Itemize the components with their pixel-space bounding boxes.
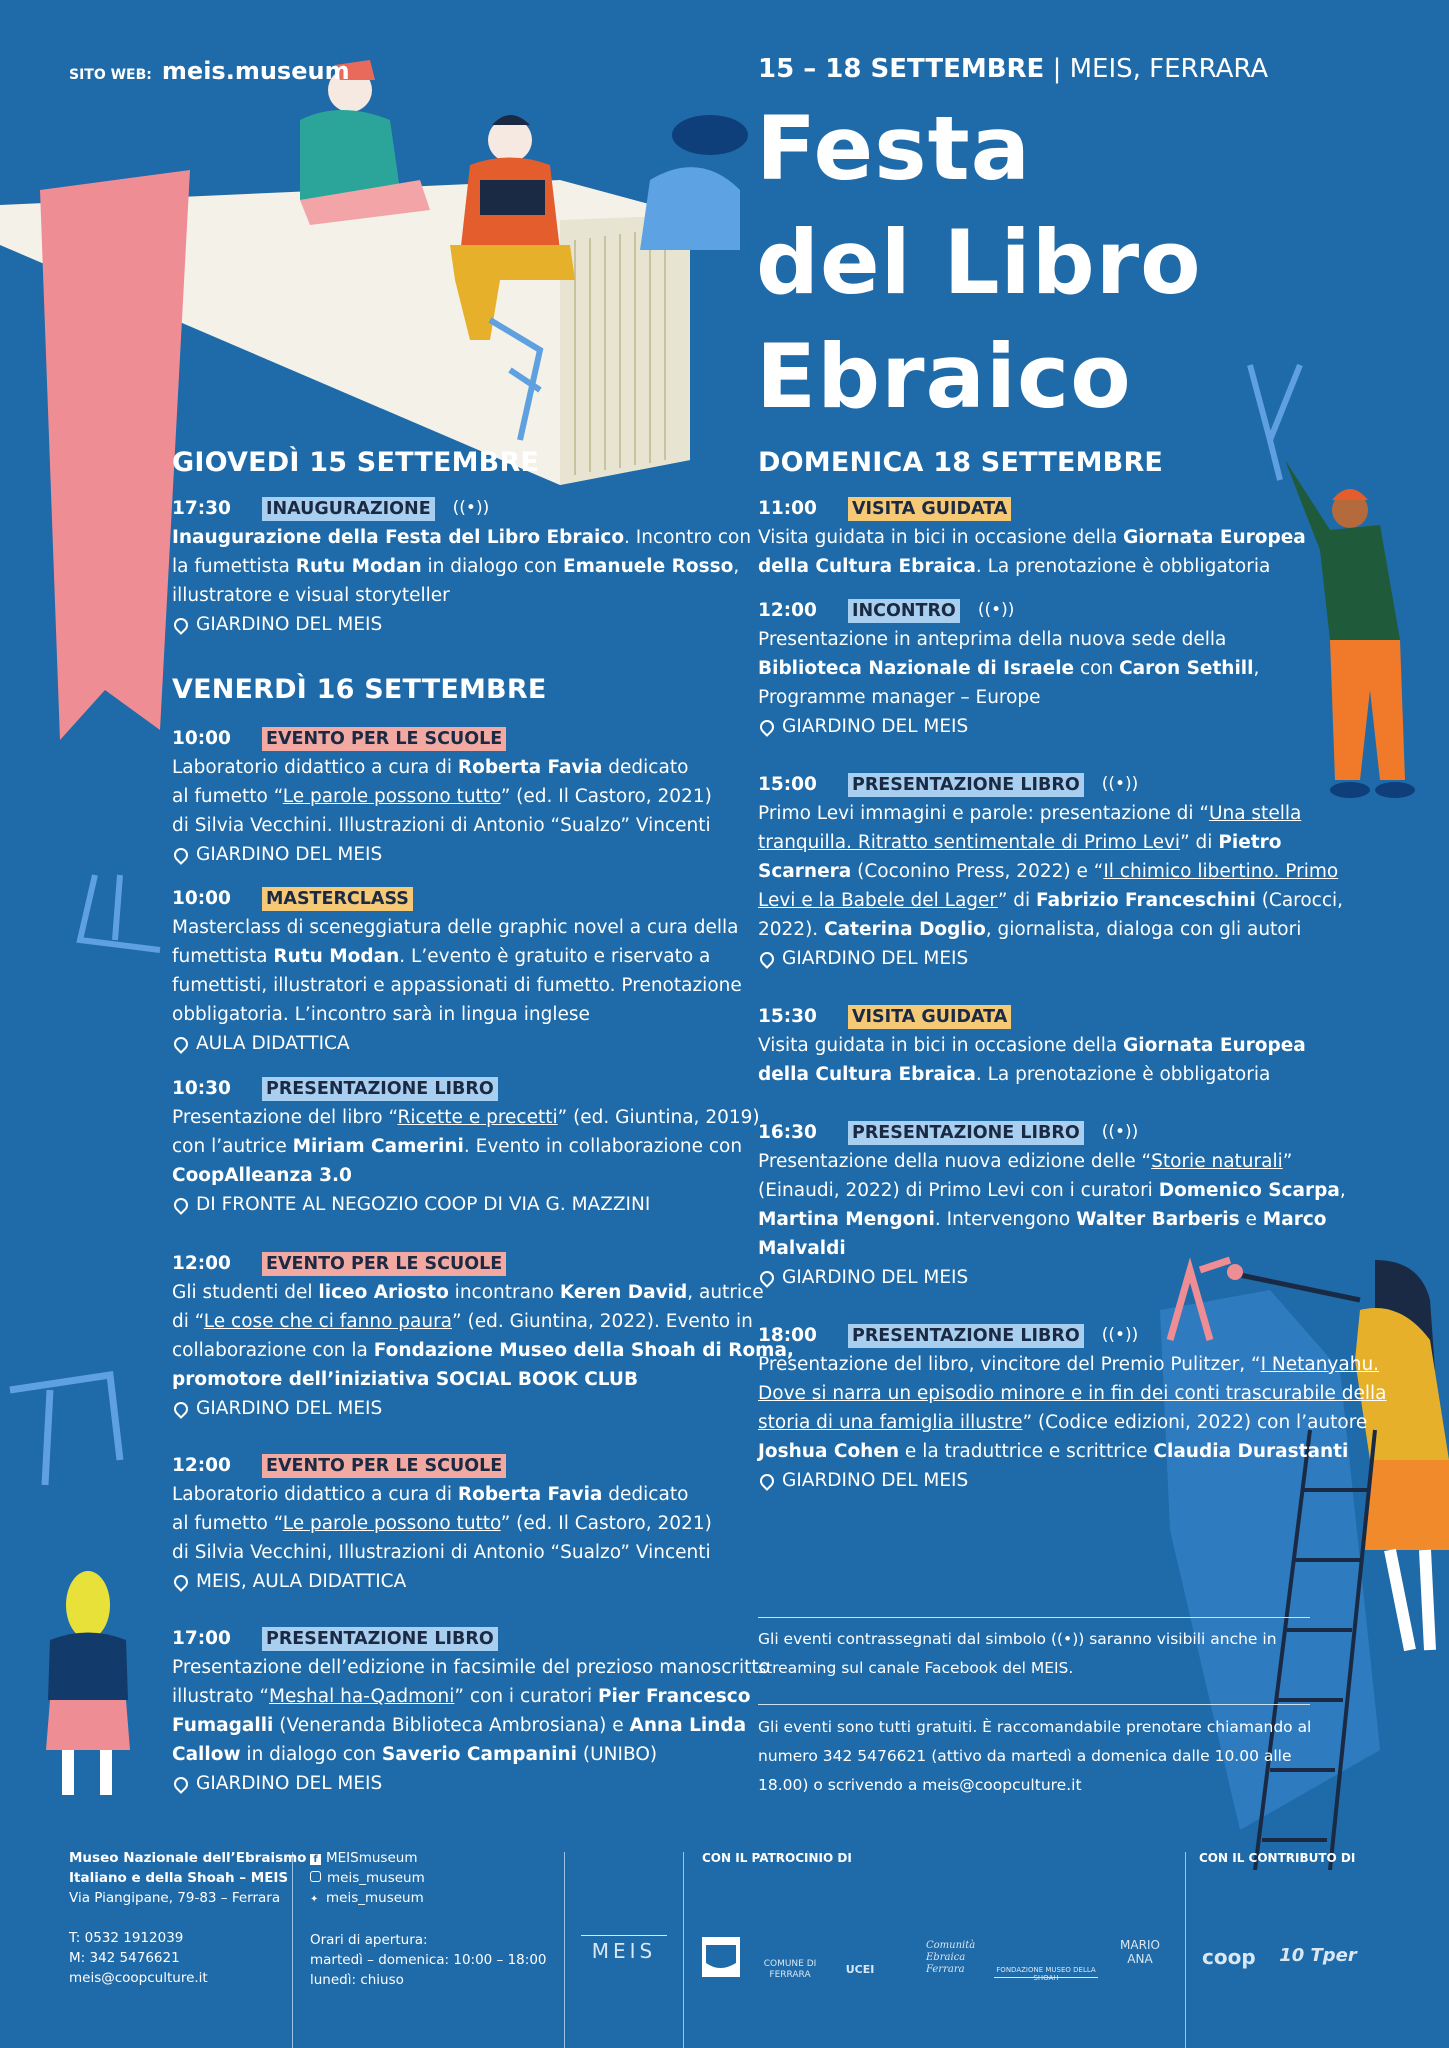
event-fri-1000-masterclass: 10:00 MASTERCLASS Masterclass di sceneggiatura delle graphic novel a cura della fumettista Rutu Modan. L’evento è gratuito e riservato a fumettisti, illustratori e appassionati di fumetto. Prenotazione obbligatoria. L’incontro sarà in lingua inglese AULA DIDATTICA [172,884,742,1058]
event-sun-1530: 15:30 VISITA GUIDATA Visita guidata in bici in occasione della Giornata Europea della Cultura Ebraica. La prenotazione è obbligatoria [758,1002,1306,1089]
location-pin-icon [171,615,191,635]
tper-logo: 10 Tper [1279,1945,1357,1966]
museum-phone: T: 0532 1912039 [69,1930,184,1946]
title-line-1: Festa [756,97,1032,200]
comunita-ebraica-logo: Comunità Ebraica Ferrara [926,1940,976,1975]
booking-note: Gli eventi sono tutti gratuiti. È raccomandabile prenotare chiamando al numero 342 5476621 (attivo da martedì a domenica dalle 10.00 alle 18.00) o scrivendo a meis@coopculture.it [758,1718,1312,1794]
instagram-link[interactable]: meis_museum [327,1870,425,1886]
location-pin-icon [757,1268,777,1288]
event-location: AULA DIDATTICA [196,1033,350,1054]
event-badge: EVENTO PER LE SCUOLE [262,727,506,751]
streaming-note: Gli eventi contrassegnati dal simbolo ((•)) saranno visibili anche in streaming sul canale Facebook del MEIS. [758,1630,1277,1677]
instagram-icon [310,1871,321,1882]
social-links [310,1848,547,1990]
event-sun-1800: 18:00 PRESENTAZIONE LIBRO ((•)) Presentazione del libro, vincitore del Premio Pulitzer, “I Netanyahu. Dove si narra un episodio minore e in fin dei conti trascurabile della storia di una famiglia illustre” (Codice edizioni, 2022) con l’autore Joshua Cohen e la traduttrice e scrittrice Claudia Durastanti GIARDINO DEL MEIS [758,1321,1387,1495]
event-sun-1500: 15:00 PRESENTAZIONE LIBRO ((•)) Primo Levi immagini e parole: presentazione di “Una stella tranquilla. Ritratto sentimentale di Primo Levi” di Pietro Scarnera (Coconino Press, 2022) e “Il chimico libertino. Primo Levi e la Babele del Lager” di Fabrizio Franceschini (Carocci, 2022). Caterina Doglio, giornalista, dialoga con gli autori GIARDINO DEL MEIS [758,770,1343,973]
event-location: GIARDINO DEL MEIS [782,1267,969,1288]
location-pin-icon [757,949,777,969]
day-heading-friday: VENERDÌ 16 SETTEMBRE [172,674,547,705]
event-badge: PRESENTAZIONE LIBRO [848,773,1084,797]
event-badge: PRESENTAZIONE LIBRO [848,1121,1084,1145]
dates-separator: | [1052,54,1062,84]
event-fri-1200-laboratorio: 12:00 EVENTO PER LE SCUOLE Laboratorio didattico a cura di Roberta Favia dedicato al fumetto “Le parole possono tutto” (ed. Il Castoro, 2021) di Silvia Vecchini, Illustrazioni di Antonio “Sualzo” Vincenti MEIS, AULA DIDATTICA [172,1451,712,1596]
opening-hours-monday: lunedì: chiuso [310,1972,404,1988]
streaming-icon: ((•)) [1101,774,1139,794]
event-fri-1700: 17:00 PRESENTAZIONE LIBRO Presentazione dell’edizione in facsimile del prezioso manoscritto illustrato “Meshal ha-Qadmoni” con i curatori Pier Francesco Fumagalli (Veneranda Biblioteca Ambrosiana) e Anna Linda Callow in dialogo con Saverio Campanini (UNIBO) GIARDINO DEL MEIS [172,1624,770,1798]
mario-logo: MARIO ANA [1120,1938,1160,1966]
event-time: 11:00 [758,498,817,519]
patronage-label: CON IL PATROCINIO DI [702,1851,852,1865]
event-location: GIARDINO DEL MEIS [196,614,383,635]
page-title [756,92,1202,434]
region-logo [702,1937,740,1977]
event-sun-1200: 12:00 INCONTRO ((•)) Presentazione in anteprima della nuova sede della Biblioteca Nazionale di Israele con Caron Sethill, Programme manager – Europe GIARDINO DEL MEIS [758,596,1259,741]
event-location: GIARDINO DEL MEIS [196,844,383,865]
notes-divider [758,1704,1310,1705]
footer-divider [1185,1852,1186,2048]
event-badge: INCONTRO [848,599,960,623]
opening-hours-week: martedì – domenica: 10:00 – 18:00 [310,1952,547,1968]
museum-contacts [69,1848,306,1988]
meis-logo: MEIS [581,1935,667,1985]
event-badge: PRESENTAZIONE LIBRO [262,1077,498,1101]
location-pin-icon [171,845,191,865]
location-pin-icon [171,1034,191,1054]
event-place: MEIS, FERRARA [1069,54,1269,84]
event-time: 15:30 [758,1006,817,1027]
museum-address: Via Piangipane, 79-83 – Ferrara [69,1890,281,1906]
streaming-icon: ((•)) [977,600,1015,620]
event-time: 18:00 [758,1325,817,1346]
twitter-icon: ✦ [310,1894,319,1905]
location-pin-icon [757,1471,777,1491]
event-time: 15:00 [758,774,817,795]
event-dates: 15 – 18 SETTEMBRE [758,54,1045,84]
ucei-logo: UCEI [845,1963,875,1976]
event-badge: INAUGURAZIONE [262,497,435,521]
event-time: 16:30 [758,1122,817,1143]
footer-divider [683,1852,684,2048]
coop-logo: coop [1202,1945,1256,1969]
event-sun-1100: 11:00 VISITA GUIDATA Visita guidata in bici in occasione della Giornata Europea della Cultura Ebraica. La prenotazione è obbligatoria [758,494,1306,581]
footer-divider [564,1852,565,2048]
location-pin-icon [757,717,777,737]
child-illustration [40,1570,140,1810]
hebrew-letter-decoration [0,1370,130,1500]
event-location: GIARDINO DEL MEIS [782,716,969,737]
event-location: GIARDINO DEL MEIS [196,1773,383,1794]
event-time: 10:00 [172,888,231,909]
event-badge: EVENTO PER LE SCUOLE [262,1252,506,1276]
museum-name-2: Italiano e della Shoah – MEIS [69,1870,289,1886]
day-heading-thursday: GIOVEDÌ 15 SETTEMBRE [172,447,540,478]
location-pin-icon [171,1774,191,1794]
facebook-icon: f [310,1854,321,1865]
event-badge: EVENTO PER LE SCUOLE [262,1454,506,1478]
event-location: MEIS, AULA DIDATTICA [196,1571,407,1592]
streaming-icon: ((•)) [452,498,490,518]
day-heading-sunday: DOMENICA 18 SETTEMBRE [758,447,1164,478]
location-pin-icon [171,1572,191,1592]
notes-divider [758,1617,1310,1618]
hebrew-letter-decoration [70,860,180,970]
event-time: 10:30 [172,1078,231,1099]
event-fri-1030: 10:30 PRESENTAZIONE LIBRO Presentazione del libro “Ricette e precetti” (ed. Giuntina, 2019) con l’autrice Miriam Camerini. Evento in collaborazione con CoopAlleanza 3.0 DI FRONTE AL NEGOZIO COOP DI VIA G. MAZZINI [172,1074,760,1219]
event-badge: VISITA GUIDATA [848,497,1011,521]
fondazione-shoah-logo: FONDAZIONE MUSEO DELLA SHOAH [994,1940,1098,1978]
location-pin-icon [171,1399,191,1419]
event-location: GIARDINO DEL MEIS [782,1470,969,1491]
event-badge: PRESENTAZIONE LIBRO [848,1324,1084,1348]
location-pin-icon [171,1195,191,1215]
website-label-row [69,57,350,85]
event-location: DI FRONTE AL NEGOZIO COOP DI VIA G. MAZZINI [196,1194,651,1215]
twitter-link[interactable]: meis_museum [326,1890,424,1906]
title-line-3: Ebraico [756,325,1132,428]
event-time: 10:00 [172,728,231,749]
comune-ferrara-logo: COMUNE DI FERRARA [763,1959,817,1980]
event-time: 12:00 [758,600,817,621]
event-fri-1000-scuole: 10:00 EVENTO PER LE SCUOLE Laboratorio didattico a cura di Roberta Favia dedicato al fumetto “Le parole possono tutto” (ed. Il Castoro, 2021) di Silvia Vecchini. Illustrazioni di Antonio “Sualzo” Vincenti GIARDINO DEL MEIS [172,724,712,869]
streaming-icon: ((•)) [1101,1122,1139,1142]
event-time: 17:30 [172,498,231,519]
facebook-link[interactable]: MEISmuseum [326,1850,418,1866]
museum-email[interactable]: meis@coopculture.it [69,1970,208,1986]
website-label: SITO WEB: [69,67,152,83]
event-dates-place [758,54,1268,84]
event-badge: MASTERCLASS [262,887,413,911]
website-url[interactable]: meis.museum [161,57,350,85]
event-location: GIARDINO DEL MEIS [782,948,969,969]
museum-mobile: M: 342 5476621 [69,1950,180,1966]
event-location: GIARDINO DEL MEIS [196,1398,383,1419]
book-illustration [0,40,760,760]
event-time: 12:00 [172,1455,231,1476]
event-badge: VISITA GUIDATA [848,1005,1011,1029]
event-time: 12:00 [172,1253,231,1274]
event-time: 17:00 [172,1628,231,1649]
event-fri-1200-liceo: 12:00 EVENTO PER LE SCUOLE Gli studenti del liceo Ariosto incontrano Keren David, autrice di “Le cose che ci fanno paura” (ed. Giuntina, 2022). Evento in collaborazione con la Fondazione Museo della Shoah di Roma, promotore dell’iniziativa SOCIAL BOOK CLUB GIARDINO DEL MEIS [172,1249,794,1423]
person-writing-illustration [1220,360,1449,820]
opening-hours-label: Orari di apertura: [310,1932,428,1948]
event-sun-1630: 16:30 PRESENTAZIONE LIBRO ((•)) Presentazione della nuova edizione delle “Storie naturali” (Einaudi, 2022) di Primo Levi con i curatori Domenico Scarpa, Martina Mengoni. Intervengono Walter Barberis e Marco Malvaldi GIARDINO DEL MEIS [758,1118,1346,1292]
title-line-2: del Libro [756,211,1202,314]
event-thu-1730: 17:30 INAUGURAZIONE ((•)) Inaugurazione della Festa del Libro Ebraico. Incontro con la fumettista Rutu Modan in dialogo con Emanuele Rosso, illustratore e visual storyteller GIARDINO DEL MEIS [172,494,751,639]
museum-name-1: Museo Nazionale dell’Ebraismo [69,1850,307,1866]
streaming-icon: ((•)) [1101,1325,1139,1345]
event-badge: PRESENTAZIONE LIBRO [262,1627,498,1651]
contribution-label: CON IL CONTRIBUTO DI [1199,1851,1356,1865]
